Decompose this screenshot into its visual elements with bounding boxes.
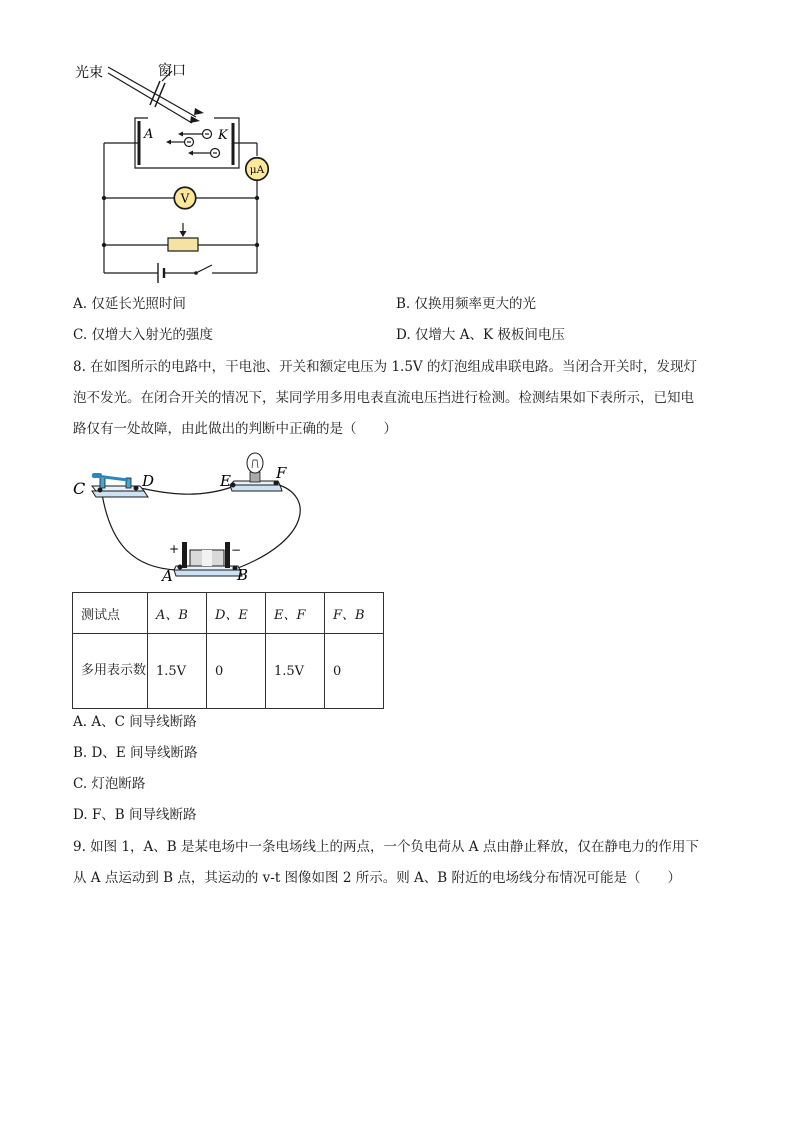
switch-pivot — [194, 271, 198, 275]
option-letter: B. — [73, 745, 88, 761]
option-text: 灯泡断路 — [91, 776, 146, 792]
option-letter: C. — [73, 776, 88, 792]
q9-stem-line-1: 9. 如图 1，A、B 是某电场中一条电场线上的两点，一个负电荷从 A 点由静止释放，仅在静电力的作用下 — [73, 839, 699, 855]
battery-holder — [225, 542, 230, 568]
q8-option-d[interactable] — [73, 809, 197, 823]
table-header-cell: 测试点 — [73, 593, 148, 634]
q8-stem-line-1: 8. 在如图所示的电路中，干电池、开关和额定电压为 1.5V 的灯泡组成串联电路。当闭合开关时，发现灯 — [73, 359, 697, 375]
q8-stem-line-3: 路仅有一处故障，由此做出的判断中正确的是（ ） — [73, 421, 397, 437]
q8-option-c[interactable] — [73, 778, 145, 792]
arrow-head — [188, 151, 193, 156]
wire-c-a — [102, 494, 180, 570]
light-bulb — [247, 453, 263, 473]
beam-label: 光束 — [75, 65, 103, 81]
table-cell: 0 — [325, 634, 384, 709]
terminal-c — [98, 488, 103, 493]
plate-a-label: A — [144, 127, 154, 142]
switch-blade — [104, 477, 128, 480]
junction-dot — [102, 196, 106, 200]
q8-option-a[interactable] — [73, 716, 197, 730]
junction-dot — [255, 243, 259, 247]
switch-handle — [92, 473, 102, 478]
switch-blade — [196, 265, 212, 273]
wire-f-b — [238, 484, 300, 568]
terminal-d — [134, 486, 139, 491]
option-text: 仅增大 A、K 极板间电压 — [414, 327, 565, 343]
q9-stem-line-2: 从 A 点运动到 B 点，其运动的 v-t 图像如图 2 所示。则 A、B 附近的电场线分布情况可能是（ ） — [73, 870, 681, 886]
option-text: F、B 间导线断路 — [91, 807, 197, 823]
table-row-label: 多用表示数 — [73, 634, 148, 709]
table-header-cell: E、F — [266, 593, 325, 634]
option-letter: D. — [396, 327, 411, 343]
option-letter: B. — [396, 296, 411, 312]
voltmeter-label: V — [180, 191, 190, 206]
option-text: 仅换用频率更大的光 — [414, 296, 537, 312]
slider-arrow — [180, 231, 187, 237]
battery-holder — [182, 542, 187, 568]
point-f-label: F — [276, 464, 287, 482]
junction-dot — [102, 243, 106, 247]
light-beam-line — [108, 73, 192, 123]
table-cell: 1.5V — [148, 634, 207, 709]
point-b-label: B — [237, 566, 249, 584]
table-header-row — [73, 593, 384, 634]
option-letter: A. — [73, 714, 88, 730]
junction-dot — [255, 196, 259, 200]
table-cell: 1.5V — [266, 634, 325, 709]
terminal-e — [231, 483, 236, 488]
plate-k-label: K — [218, 128, 228, 143]
point-e-label: E — [220, 472, 231, 490]
table-header-cell: F、B — [325, 593, 384, 634]
photoelectric-circuit-figure — [60, 55, 290, 285]
table-cell: 0 — [207, 634, 266, 709]
negative-sign: − — [231, 543, 242, 557]
positive-sign: + — [169, 542, 180, 556]
q8-option-b[interactable] — [73, 747, 198, 761]
point-d-label: D — [142, 472, 155, 490]
option-letter: D. — [73, 807, 88, 823]
q7-option-c[interactable] — [73, 329, 213, 343]
table-header-cell: D、E — [207, 593, 266, 634]
option-text: D、E 间导线断路 — [91, 745, 198, 761]
phototube-outline — [135, 118, 239, 168]
option-text: 仅增大入射光的强度 — [91, 327, 213, 343]
q7-option-d[interactable] — [396, 329, 565, 343]
window-label: 窗口 — [158, 63, 186, 79]
option-letter: A. — [73, 296, 88, 312]
q8-stem-line-2: 泡不发光。在闭合开关的情况下，某同学用多用电表直流电压挡进行检测。检测结果如下表所示，已知电 — [73, 390, 694, 406]
series-circuit-figure — [70, 450, 310, 585]
table-header-cell: A、B — [148, 593, 207, 634]
point-c-label: C — [73, 479, 86, 498]
q7-option-a[interactable] — [73, 298, 186, 312]
rheostat — [168, 238, 198, 251]
q7-option-b[interactable] — [396, 298, 536, 312]
arrow-head — [194, 108, 204, 115]
measurement-table — [72, 592, 384, 709]
microammeter-label: μA — [249, 164, 265, 176]
table-row — [73, 634, 384, 709]
option-text: 仅延长光照时间 — [91, 296, 186, 312]
option-text: A、C 间导线断路 — [91, 714, 197, 730]
terminal-a — [178, 565, 183, 570]
arrow-head — [166, 140, 171, 145]
arrow-head — [178, 132, 183, 137]
point-a-label: A — [162, 567, 173, 585]
option-letter: C. — [73, 327, 88, 343]
